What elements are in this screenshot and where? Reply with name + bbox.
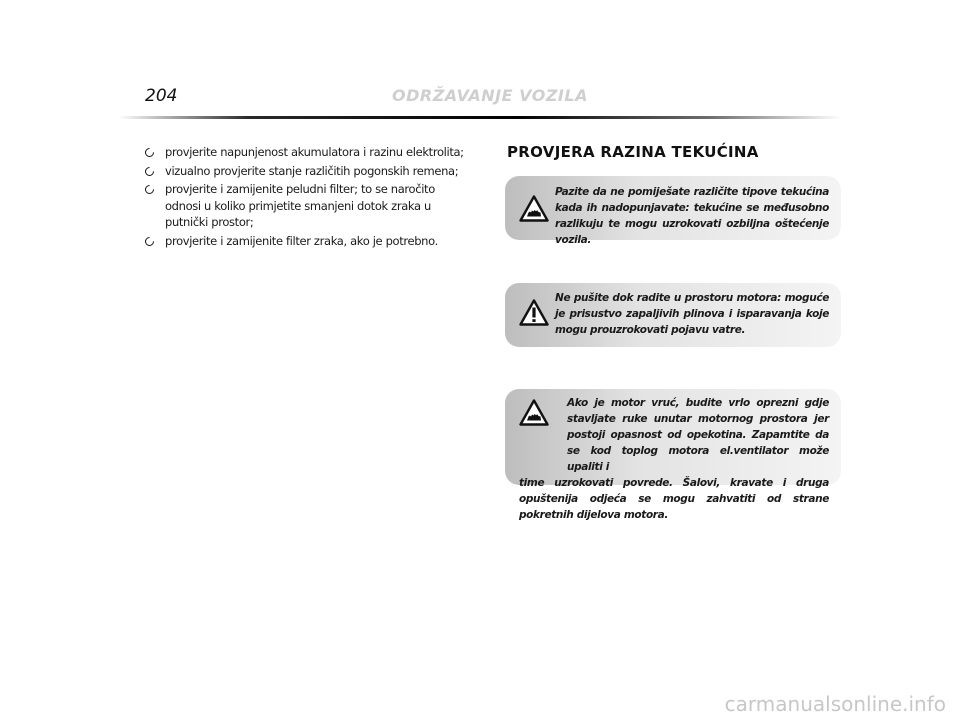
list-item: vizualno provjerite stanje različitih pogonskih remena; [145,163,465,180]
hand-warning-icon [519,399,549,426]
warning-box-1 [505,176,841,246]
list-item: provjerite i zamijenite filter zraka, ako je potrebno. [145,233,465,250]
warning-text: Ne pušite dok radite u prostoru motora: moguće je prisustvo zapaljivih plinova i isparavanja koje mogu prouzrokovati pojavu vatre. [555,292,829,336]
bullet-icon [143,235,156,248]
warning-text-rest: time uzrokovati povrede. Šalovi, kravate i druga opuštenija odjeća se mogu zahvatiti od strane pokretnih dijelova motora. [519,477,829,521]
bullet-icon [143,146,156,159]
exclamation-warning-icon [519,299,549,326]
page-number: 204 [145,86,178,106]
hand-warning-icon [519,195,549,222]
list-item: provjerite napunjenost akumulatora i razinu elektrolita; [145,144,465,161]
bullet-icon [143,183,156,196]
bullet-icon [143,165,156,178]
warning-box-2 [505,283,841,347]
section-title: ODRŽAVANJE VOZILA [392,86,588,105]
section-heading: PROVJERA RAZINA TEKUĆINA [507,143,759,161]
bullet-list [145,144,465,251]
warning-box-3 [505,389,841,521]
watermark: carmanualsonline.info [724,692,946,716]
header-rule [118,116,842,119]
list-item: provjerite i zamijenite peludni filter; to se naročito odnosi u koliko primjetite smanjeni dotok zraka u putnički prostor; [145,181,465,231]
warning-text-lead: Ako je motor vruć, budite vrlo oprezni gdje stavljate ruke unutar motornog prostora jer postoji opasnost od opekotina. Zapamtite da se kod toplog motora el.ventilator može upaliti i [567,397,829,473]
warning-text: Pazite da ne pomiješate različite tipove tekućina kada ih nadopunjavate: tekućine se međusobno razlikuju te mogu uzrokovati ozbiljna oštećenje vozila. [555,186,829,246]
